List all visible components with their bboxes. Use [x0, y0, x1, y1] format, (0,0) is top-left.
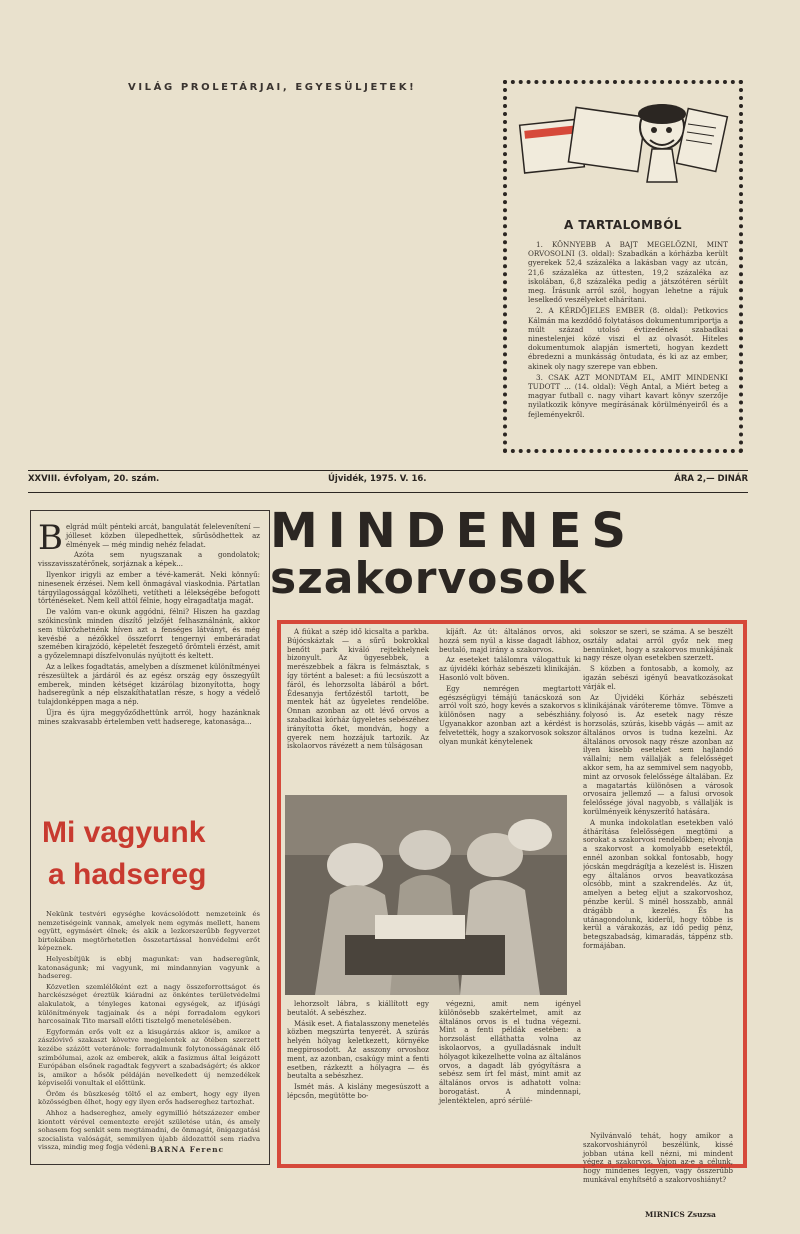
contents-list [528, 240, 728, 421]
intro-paragraph: Újra és újra meggyőződhettünk arról, hogy hazánknak mines szakvasabb értelemben vett hadserege, katonasága... [38, 708, 260, 726]
motto: VILÁG PROLETÁRJAI, EGYESÜLJETEK! [128, 82, 417, 93]
intro-paragraph: Az a lelkes fogadtatás, amelyben a díszmenet különítményei részesültek a járdáról és az egész ország egy összegyűlt emberek, minden kétséget kizárólag bizonyította, hogy hadseregünk a nép elszakíthatatlan része, s hogy a védelő tulajdonképpen maga a nép. [38, 662, 260, 707]
intro-paragraph [38, 518, 260, 558]
article-paragraph: S közben a fontosabb, a komoly, az igazán sebészi igényű beavatkozásokat várják el. [583, 665, 733, 691]
left-article-body [38, 910, 260, 1154]
article-paragraph: Másik eset. A fiatalasszony menetelés közben megszúrta tenyerét. A szúrás helyén hólyag keletkezett, környéke megpirosodott. Az asszony orvoshoz ment, az azonban, csakúgy mint a fenti esetben, rázkeztt a hólyagra — és beutalta a sebészhez. [287, 1019, 429, 1081]
article-paragraph: A fiúkat a szép idő kicsalta a parkba. Bújócskáztak — a sűrű bokrokkal benőtt park kiváló rejtekhelynek bizonyult. Az ügyesebbek, a merészebbek a fákra is felmásztak, s így történt a baleset: a fiú lecsúszott a fáról, és lehorzsolta lábáról a bőrt. Édesanyja fertőzéstől tartott, be mentek hát az ügyeletes rendelőbe. Onnan azonban az ott lévő orvos a szabadkai kórház ügyeletes sebészéhez irányította őket, mondván, hogy a gyerek nem hozzájuk tartozik. Az iskolaorvos rávézett a nem túlságosan [287, 628, 429, 751]
left-article-headline [42, 812, 272, 896]
main-headline-2: szakorvosok [270, 553, 588, 604]
intro-paragraph: Azóta sem nyugszanak a gondolatok; visszavisszatérőnek, sorjáznak a képek... [38, 551, 260, 569]
issue-info-bar [28, 474, 748, 488]
article-paragraph: kíjáft. Az út: általános orvos, aki hozzá sem nyúl a kisse dagadt lábhoz, beutaló, majd irány a szakorvos. [439, 628, 581, 654]
body-paragraph: Nekünk testvéri egységhe kovácsolódott nemzeteink és nemzetiségeink vannak, amelyek nem egymás mellett, hanem együtt, egymásért élnek; és akik a lezkorszerűbb fegyverzet birtokában megtörhetetlen összetartással honvédelmi erőt képeznek. [38, 910, 260, 953]
issue-place-date: Újvidék, 1975. V. 16. [328, 474, 427, 484]
left-article-signature: BARNA Ferenc [150, 1145, 225, 1154]
article-paragraph: Az eseteket találomra válogattuk ki az újvidéki kórház sebészeti klinikáján. Hasonló volt böven. [439, 656, 581, 682]
contents-item: 1. KÖNNYEBB A BAJT MEGELŐZNI, MINT ORVOSOLNI (3. oldal): Szabadkán a kórházba került gyerekek 52,4 százaléka a lakásban vagy az utcán, 21,6 százaléka az úttesten, 19,2 százaléka az iskolában, 6,8 százaléka pedig a játszótéren sérült meg. Írásunk arról szól, hogyan lehetne a rájuk leselkedő veszélyeket elhárítani. [528, 240, 728, 305]
body-paragraph: Ahhoz a hadsereghez, amely egymillió hétszázezer ember kiontott vérével cementezte erejét születése után, és amely sohasem fog senkit sem megtámadni, de önmagát, önigazgatási szocialista valóságát, semmilyen újabb áldozattól sem riadva vissza, mindig meg fogja védeni. [38, 1109, 260, 1152]
body-paragraph: Egyformán erős volt ez a kisugárzás akkor is, amikor a zászlóvivő szakaszt követve megjelentek az ötében szerzett kezébe százött veteránok: forradalmunk folytonosságának élő szimbólumai, azok az emberek, akik a fasizmus által leigázott Európában elsőnek ragadtak fegyvert a szabadságért; és akkor is, amikor a hősök példáján nevelkedett új nemzedékek képviselői vonultak el előttünk. [38, 1027, 260, 1088]
body-paragraph: Helyesbítjük is ebbj magunkat: van hadseregünk, katonaságunk; mi vagyunk, mi mindannyian vagyunk a hadsereg. [38, 954, 260, 981]
intro-paragraph: De valóm van-e okunk aggódni, félni? Hiszen ha gazdag szókincsünk minden díszítő jelzőjét felhasználnánk, akkor sem tükrözhetnénk híven azt a fenséges látványt, és még kevésbé a nézőkkel összeforrt tengernyi emberáradat szemében kirajzódó, képeletét feszegető őrömteli érzést, amit a győzelemnapi díszfelvonulás nyújtott és keltett. [38, 608, 260, 661]
masthead-logo [26, 100, 496, 460]
contents-item: 2. A KÉRDŐJELES EMBER (8. oldal): Petkovics Kálmán ma kezdődő folytatásos dokumentumriportja a múlt század utolsó évtizedének szabadkai ninestelenjei közé viszi el az olvasót. Hiteles dokumentumok alapján ismerteti, hogyan kezdett ébredezni a munkásság öntudata, és ki az az ember, akinek oly nagy szerepe van ebben. [528, 306, 728, 371]
article-column-2 [439, 628, 581, 788]
main-article-author: MIRNICS Zsuzsa [645, 1210, 716, 1219]
main-headline-1: MINDENES [270, 503, 636, 559]
article-column-1 [287, 628, 429, 753]
intro-paragraph: Ilyenkor irigyli az ember a tévé-kamerát. Neki könnyű: ninesenek érzései. Nem kell önmagával viaskodnia. Pártatlan tárgyilagossággal közölheti, vetítheti a lélekségébe befogott történéseket. Nem kell attól félnie, hogy elragadtatja magát. [38, 570, 260, 606]
issue-price: ÁRA 2,— DINÁR [674, 474, 748, 484]
headline-line: a hadsereg [48, 858, 207, 891]
article-paragraph: Ismét más. A kislány megesúszott a lépcsőn, megütötte bo- [287, 1083, 429, 1100]
article-paragraph: sokszor se szeri, se száma. A se beszélt osztály adatai arról győz nek meg bennünket, hogy a szakorvos munkájának nagy része olyan esetekben szerzett. [583, 628, 733, 663]
article-column-2-bottom [439, 1000, 581, 1108]
drop-cap: B [38, 518, 63, 558]
masthead-svg [26, 100, 496, 460]
intro-text: elgrád múlt pénteki arcát, bangulatát felelevenítení — jólleset közben ülepedhettek, sűrűsödhettek az élmények — még mindig nehéz feladat. [66, 523, 260, 549]
issue-volume: XXVIII. évfolyam, 20. szám. [28, 474, 160, 484]
body-paragraph: Öröm és büszkeség töltő el az embert, hogy egy ilyen közösségben élhet, hogy egy ilyen erős hadsereghez tartozhat. [38, 1089, 260, 1107]
left-article-intro [38, 518, 260, 729]
article-paragraph: A munka indokolatlan esetekben való áthárítása felelősségen megtömi a sorokat a szakorvosi rendelőkben; elvonja a szakorvost a komolyabb esetektől, ennél azonban sokkal fontosabb, hogy jócskán megdrágítja a kezelést is. Hiszen egy általános orvos beavatkozása olcsóbb, mint a szakrendelés. Az út, amelyen a beteg eljut a szakorvoshoz, pénzbe kerül. S minél hosszabb, annál drágább a kezelés. És ha utánagondolunk, kiderül, hogy többe is kerül a várakozás, az idő pedig pénz, betegszabadság, kimaradás, táppénz stb. formájában. [583, 818, 733, 950]
newspaper-reader-icon [512, 92, 734, 192]
surgeons-photo-icon [285, 795, 567, 995]
article-column-3 [583, 628, 733, 1120]
surgery-photo [285, 795, 567, 995]
body-paragraph: Közvetlen szemlélőként ezt a nagy összeforrottságot és harckészséget éreztük kiáradni az önkéntes területvédelmi alakulatok, a tényleges katonai egységek, az ifjúsági különítmények tagjainak és a népi forradalom egykori harcosainak Tito marsall előtti tisztelgő menetelésében. [38, 982, 260, 1026]
headline-line: Mi vagyunk [42, 816, 206, 849]
article-column-1-bottom [287, 1000, 429, 1103]
bottom-rule [28, 492, 748, 493]
contents-heading: A TARTALOMBÓL [563, 218, 683, 232]
mascot-illustration [512, 92, 734, 192]
article-column-3-bottom [583, 1132, 733, 1187]
article-paragraph: lehorzsolt lábra, s kiállított egy beutalót. A sebészhez. [287, 1000, 429, 1017]
article-paragraph: Egy nemrégen megtartott egészségügyi témájú tanácskozá son arról volt szó, hogy kevés a szakorvos s különösen nagy a sebészhiány. Ugyanakkor azonban azt a kérdést is felvetették, hogy a szakorvosok sokszor olyan munkát kénytelenek [439, 684, 581, 746]
contents-item: 3. CSAK AZT MONDTAM EL, AMIT MINDENKI TUDOTT ... (14. oldal): Végh Antal, a Miért beteg a magyar futball c. nagy vihart kavart könyv szerzője nyilatkozik könyve megírásának körülményeiről és a fejleményekről. [528, 372, 728, 419]
top-rule [28, 470, 748, 471]
article-paragraph: Nyilvánvaló tehát, hogy amikor a szakorvoshiányról beszélünk, kissé jobban utána kell nézni, mi mindent végez a szakorvos. Vajon az-e a célunk, hogy mindenes legyen, vagy összerűbb munkával enyhítsétő a szakorvoshiányt? [583, 1132, 733, 1184]
article-paragraph: Az Újvidéki Kórház sebészeti klinikájának várótereme tömve. Tömve a folyosó is. Az esetek nagy része horzsolás, szúrás, kisebb vágás — amit az általános orvos is tudna kezelni. Az általános orvosok nagy része azonban az ilyen kisebb eseteket sem hajlandó vállalni; nem vállalják a felelősséget akkor sem, ha az semmivel sem nagyobb, mint az orvosok felelőssége általában. Ez a magatartás különösen a városok orvosaira jellemző — a falusi orvosok felelőssége jóval nagyobb, s vállalják is korülményeik kényszerítő hatására. [583, 693, 733, 816]
article-paragraph: végezni, amit nem igényel különösebb szakértelmet, amit az általános orvos is el tudna végezni. Mint a fenti példák esetében: a horzsolást elláthatta volna az iskolaorvos, a gyulladásnak indult hólyagot kikezelhette volna az általános orvos, a dagadt láb gyógyításra a sebész sem írt fel mást, mint amit az általános orvos is adhatott volna: borogatást. A mindennapi, jelentéktelen, apró sérülé- [439, 1000, 581, 1105]
